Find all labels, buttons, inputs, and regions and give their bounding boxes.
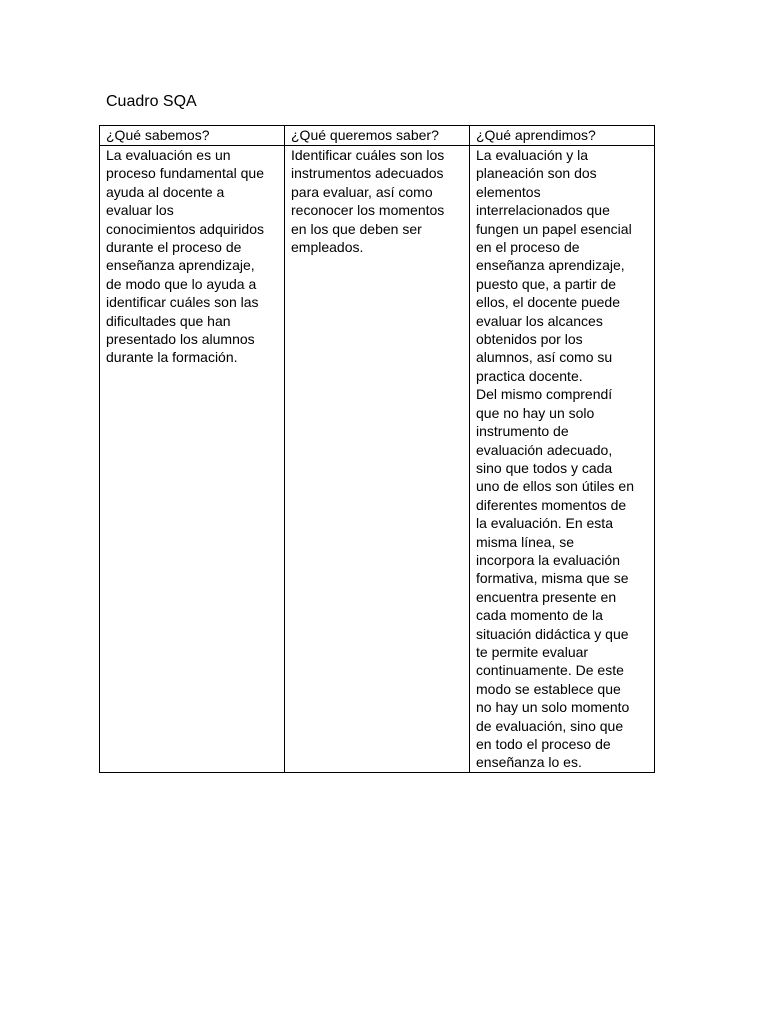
cell-que-aprendimos xyxy=(470,146,655,773)
document-title: Cuadro SQA xyxy=(106,93,197,110)
sqa-table xyxy=(99,125,655,773)
cell-que-sabemos-text: La evaluación es un proceso fundamental que ayuda al docente a evaluar los conocimientos adquiridos durante el proceso de enseñanza aprendizaje, de modo que lo ayuda a identificar cuáles son las dificultades que han presentado los alumnos durante la formación. xyxy=(106,147,264,366)
header-que-sabemos: ¿Qué sabemos? xyxy=(100,126,285,146)
table-row xyxy=(100,146,655,773)
table-header-row xyxy=(100,126,655,146)
cell-que-aprendimos-text: La evaluación y la planeación son dos elementos interrelacionados que fungen un papel esencial en el proceso de enseñanza aprendizaje, puesto que, a partir de ellos, el docente puede evaluar los alcances obtenidos por los alumnos, así como su practica docente. Del mismo comprendí que no hay un solo instrumento de evaluación adecuado, sino que todos y cada uno de ellos son útiles en diferentes momentos de la evaluación. En esta misma línea, se incorpora la evaluación formativa, misma que se encuentra presente en cada momento de la situación didáctica y que te permite evaluar continuamente. De este modo se establece que no hay un solo momento de evaluación, sino que en todo el proceso de enseñanza lo es. xyxy=(476,147,634,771)
cell-que-queremos-saber xyxy=(285,146,470,773)
header-que-queremos-saber: ¿Qué queremos saber? xyxy=(285,126,470,146)
cell-que-queremos-saber-text: Identificar cuáles son los instrumentos adecuados para evaluar, así como reconocer los momentos en los que deben ser empleados. xyxy=(291,147,445,256)
cell-que-sabemos xyxy=(100,146,285,773)
header-que-aprendimos: ¿Qué aprendimos? xyxy=(470,126,655,146)
